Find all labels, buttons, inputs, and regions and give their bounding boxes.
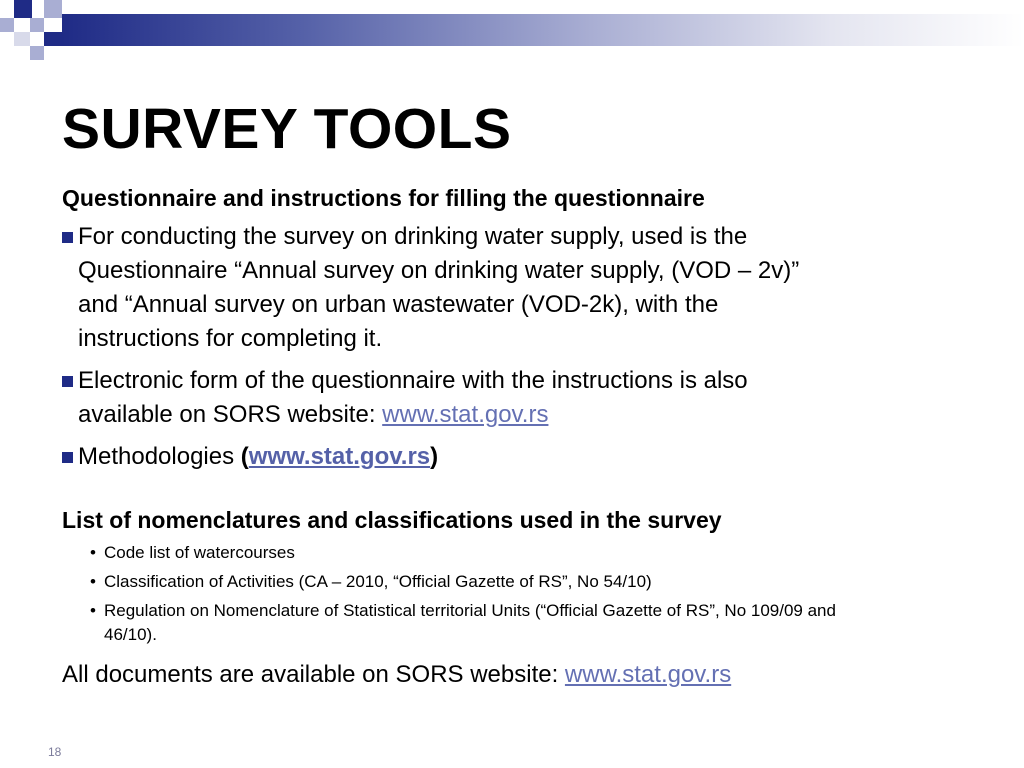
gradient-bar	[62, 14, 1024, 46]
slide-title: SURVEY TOOLS	[62, 97, 512, 161]
bullet-line: Questionnaire “Annual survey on drinking water supply, (VOD – 2v)”	[78, 257, 800, 284]
bullet-dot-icon: •	[90, 601, 96, 620]
bullet-line	[78, 398, 982, 432]
bullet-item-survey	[62, 220, 982, 356]
deco-square	[30, 18, 44, 32]
bullet-line: instructions for completing it.	[78, 325, 383, 352]
deco-square	[44, 32, 62, 46]
footer-website-link[interactable]: www.stat.gov.rs	[564, 661, 732, 688]
deco-square	[44, 0, 62, 18]
bullet-line: For conducting the survey on drinking water supply, used is the	[78, 223, 748, 250]
deco-square	[14, 0, 32, 18]
sub-item-regulation	[62, 598, 982, 624]
bullet-line: Electronic form of the questionnaire with the instructions is also	[78, 367, 748, 394]
bullet-item-electronic-form	[62, 364, 982, 432]
sub-item-text: Regulation on Nomenclature of Statistical territorial Units (“Official Gazette of RS”, No 109/09 and	[104, 601, 836, 620]
paren-open: (	[240, 443, 249, 470]
sub-item-regulation-cont: 46/10).	[104, 625, 157, 644]
bullet-dot-icon: •	[90, 543, 96, 562]
sub-item-watercourses	[62, 540, 982, 566]
square-bullet-icon	[62, 376, 73, 387]
deco-square	[30, 46, 44, 60]
bullet-text: Methodologies	[78, 443, 241, 470]
bullet-line: and “Annual survey on urban wastewater (VOD-2k), with the	[78, 291, 719, 318]
sub-item-activities	[62, 569, 982, 595]
square-bullet-icon	[62, 452, 73, 463]
section-heading-nomenclatures: List of nomenclatures and classifications used in the survey	[62, 507, 722, 533]
sub-item-text: Code list of watercourses	[104, 543, 295, 562]
footer-text: All documents are available on SORS website:	[62, 661, 565, 688]
paren-close: )	[430, 443, 439, 470]
section-heading-questionnaire: Questionnaire and instructions for filling the questionnaire	[62, 185, 705, 211]
methodologies-link[interactable]: www.stat.gov.rs	[248, 443, 431, 470]
square-bullet-icon	[62, 232, 73, 243]
footer-note	[62, 658, 982, 692]
bullet-text: available on SORS website:	[78, 401, 383, 428]
slide-content	[62, 182, 982, 692]
header-decoration	[0, 0, 1024, 60]
bullet-item-methodologies	[62, 440, 982, 474]
sub-item-text: Classification of Activities (CA – 2010, “Official Gazette of RS”, No 54/10)	[104, 572, 652, 591]
bullet-dot-icon: •	[90, 572, 96, 591]
deco-square	[0, 18, 14, 32]
sors-website-link[interactable]: www.stat.gov.rs	[382, 401, 549, 428]
page-number: 18	[48, 745, 62, 759]
deco-square	[14, 32, 30, 46]
